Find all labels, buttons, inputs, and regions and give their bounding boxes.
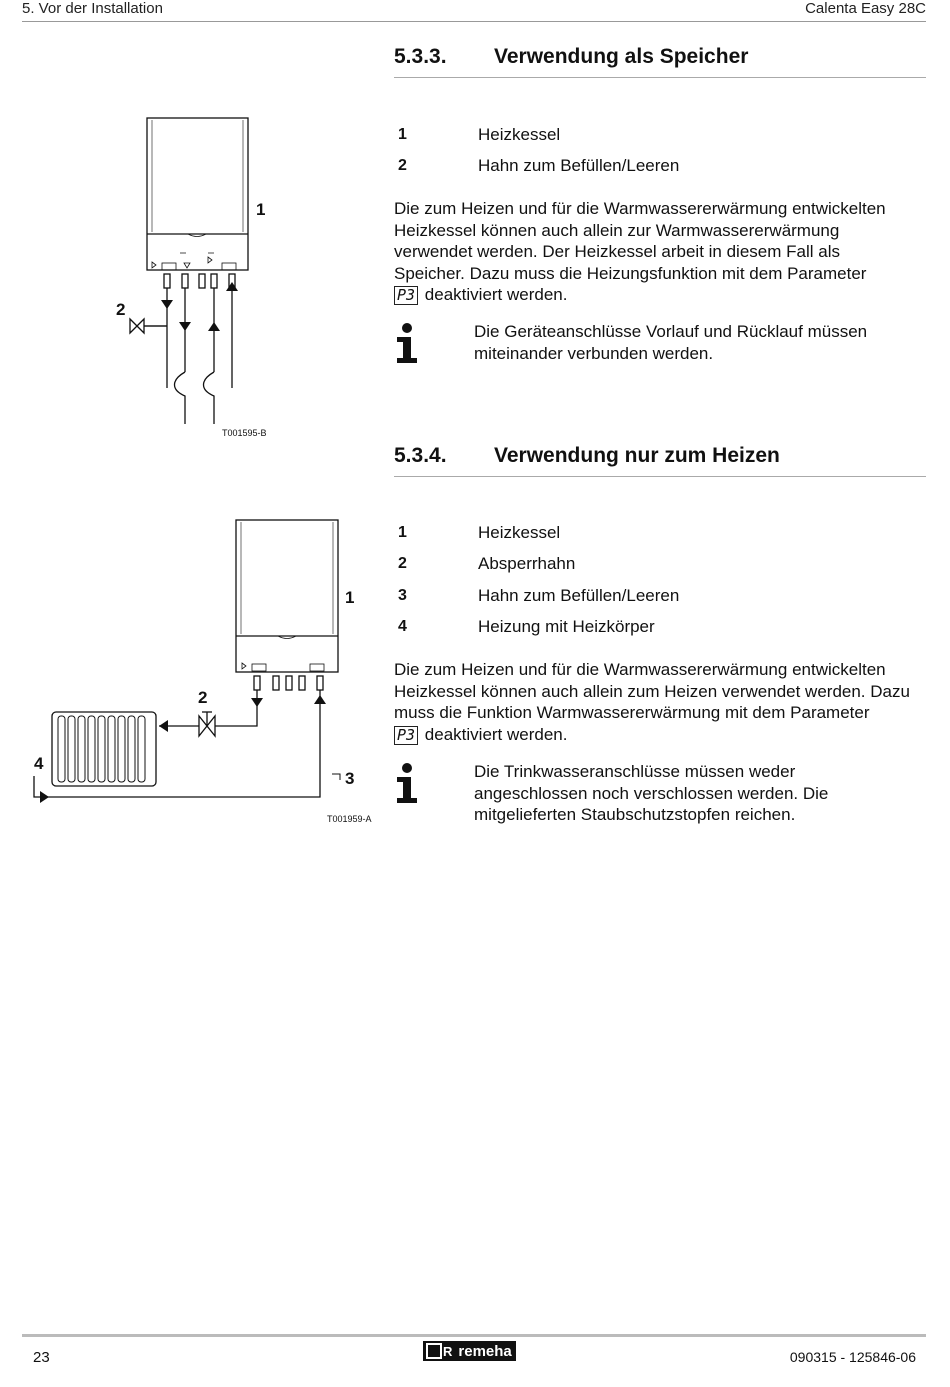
- section1-legend-text: Heizkessel: [478, 125, 561, 144]
- section2-paragraph: [394, 659, 929, 745]
- section1-legend-num: 2: [398, 157, 407, 174]
- figure1-label-1: 1: [256, 200, 266, 219]
- section2-title: Verwendung nur zum Heizen: [494, 444, 780, 467]
- paragraph-line: Speicher. Dazu muss die Heizungsfunktion mit dem Parameter: [394, 263, 867, 283]
- parameter-display: P3: [394, 286, 418, 305]
- section2-legend-text: Heizkessel: [478, 523, 561, 542]
- document-number: 090315 - 125846-06: [789, 1349, 916, 1365]
- section2-legend-text: Heizung mit Heizkörper: [478, 617, 655, 636]
- boiler-body: [236, 520, 338, 672]
- note-line: Die Trinkwasseranschlüsse müssen weder: [474, 762, 796, 781]
- section2-legend-num: 1: [398, 524, 407, 541]
- section1-number: 5.3.3.: [394, 45, 447, 68]
- figure2-label-3: 3: [345, 769, 355, 788]
- paragraph-line: Die zum Heizen und für die Warmwassererwärmung entwickelten: [394, 660, 886, 679]
- paragraph-line: muss die Funktion Warmwassererwärmung mit dem Parameter: [394, 703, 870, 722]
- section2-legend-text: Absperrhahn: [478, 554, 576, 573]
- header-chapter: 5. Vor der Installation: [22, 0, 163, 17]
- figure2-label-2: 2: [198, 688, 208, 707]
- section1-divider: [394, 77, 926, 78]
- section1-note: [474, 321, 914, 364]
- note-line: miteinander verbunden werden.: [474, 343, 714, 363]
- page-number: 23: [33, 1349, 50, 1366]
- section1-legend-text: Hahn zum Befüllen/Leeren: [478, 156, 680, 175]
- header-divider: [22, 21, 926, 22]
- section1-legend-num: 1: [398, 126, 407, 143]
- section2-legend-num: 4: [398, 618, 407, 635]
- boiler-body: [147, 118, 248, 270]
- logo-mark-r-icon: R: [443, 1343, 453, 1359]
- figure2-label-4: 4: [34, 754, 44, 773]
- note-line: angeschlossen noch verschlossen werden. Die: [474, 783, 829, 803]
- logo-wordmark: remeha: [458, 1342, 512, 1360]
- info-icon: [395, 762, 419, 804]
- section2-divider: [394, 476, 926, 477]
- note-line: mitgelieferten Staubschutzstopfen reichen.: [474, 805, 796, 824]
- remeha-logo: [423, 1341, 516, 1361]
- section2-legend-text: Hahn zum Befüllen/Leeren: [478, 586, 680, 605]
- figure1-label-2: 2: [116, 300, 126, 319]
- figure2-reference: T001959-A: [327, 814, 372, 824]
- header-product: Calenta Easy 28C: [805, 0, 926, 17]
- paragraph-tail: deaktiviert werden.: [424, 724, 568, 744]
- info-icon: [395, 322, 419, 364]
- diagram-storage-use: [100, 110, 300, 440]
- section2-legend-num: 3: [398, 587, 407, 604]
- paragraph-line: Heizkessel können auch allein zum Heizen verwendet werden. Dazu: [394, 681, 910, 701]
- footer-divider: [22, 1334, 926, 1337]
- figure1-reference: T001595-B: [222, 428, 267, 438]
- section1-title: Verwendung als Speicher: [494, 45, 749, 68]
- section2-legend-num: 2: [398, 555, 407, 572]
- note-line: Die Geräteanschlüsse Vorlauf und Rücklauf müssen: [474, 322, 868, 341]
- section1-paragraph: [394, 198, 929, 306]
- parameter-display: P3: [394, 726, 418, 745]
- logo-mark-icon: [426, 1343, 442, 1359]
- paragraph-line: verwendet werden. Der Heizkessel arbeit in diesem Fall als: [394, 242, 840, 261]
- figure2-label-1: 1: [345, 588, 355, 607]
- section2-note: [474, 761, 914, 826]
- paragraph-tail: deaktiviert werden.: [424, 285, 568, 304]
- section2-number: 5.3.4.: [394, 444, 447, 467]
- diagram-heating-only: [20, 510, 380, 830]
- paragraph-line: Die zum Heizen und für die Warmwassererwärmung entwickelten: [394, 199, 886, 218]
- paragraph-line: Heizkessel können auch allein zur Warmwassererwärmung: [394, 220, 840, 240]
